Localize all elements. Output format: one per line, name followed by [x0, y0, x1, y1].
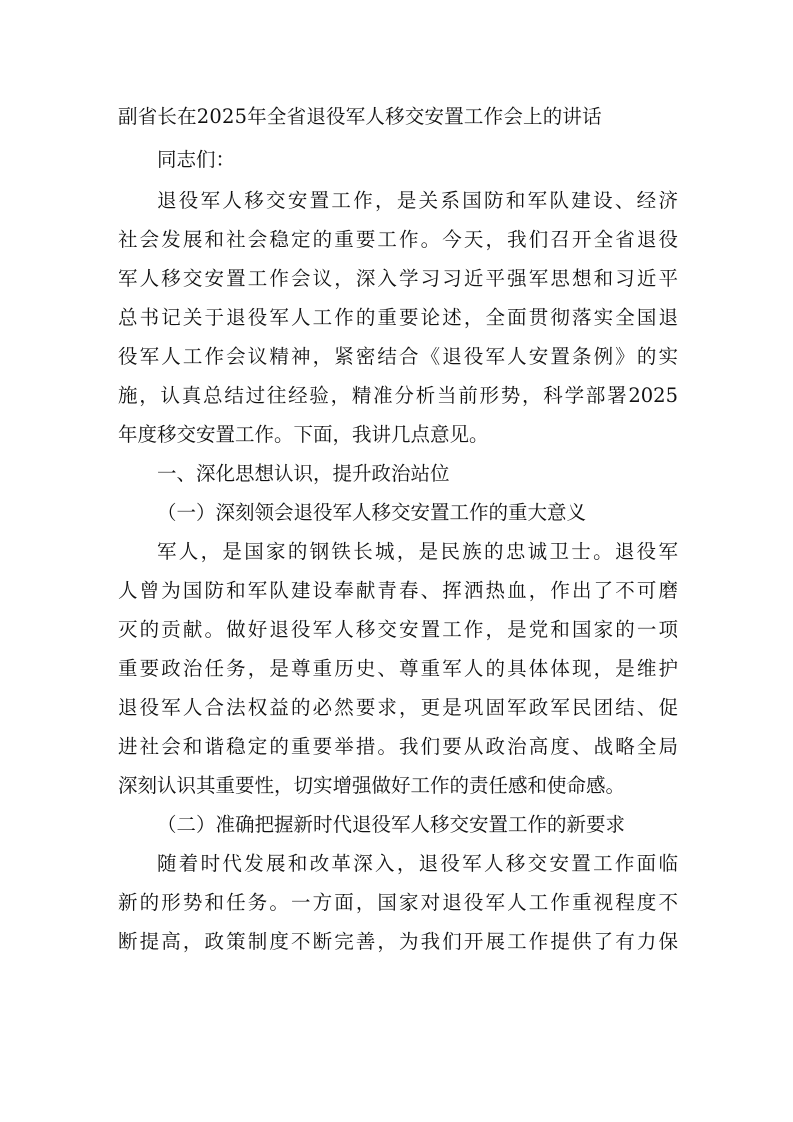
subsection-heading: （二）准确把握新时代退役军人移交安置工作的新要求: [157, 813, 626, 836]
paragraph-line: 总书记关于退役军人工作的重要论述，全面贯彻落实全国退: [118, 306, 678, 329]
paragraph-line: 进社会和谐稳定的重要举措。我们要从政治高度、战略全局: [118, 735, 678, 758]
paragraph-line: 军人移交安置工作会议，深入学习习近平强军思想和习近平: [118, 267, 678, 290]
document-title: 副省长在2025年全省退役军人移交安置工作会上的讲话: [118, 105, 602, 128]
paragraph-line: 役军人工作会议精神，紧密结合《退役军人安置条例》的实: [118, 345, 678, 368]
paragraph-line: 重要政治任务，是尊重历史、尊重军人的具体体现，是维护: [118, 657, 678, 680]
paragraph-line: 退役军人合法权益的必然要求，更是巩固军政军民团结、促: [118, 696, 678, 719]
paragraph-line: 随着时代发展和改革深入，退役军人移交安置工作面临: [157, 852, 678, 875]
paragraph-line: 新的形势和任务。一方面，国家对退役军人工作重视程度不: [118, 891, 678, 914]
paragraph-line: 退役军人移交安置工作，是关系国防和军队建设、经济: [157, 189, 678, 212]
paragraph-line: 年度移交安置工作。下面，我讲几点意见。: [118, 423, 489, 446]
salutation: 同志们：: [157, 148, 236, 171]
paragraph-line: 灭的贡献。做好退役军人移交安置工作，是党和国家的一项: [118, 618, 678, 641]
paragraph-line: 军人，是国家的钢铁长城，是民族的忠诚卫士。退役军: [157, 540, 678, 563]
section-heading: 一、深化思想认识，提升政治站位: [157, 462, 450, 485]
subsection-heading: （一）深刻领会退役军人移交安置工作的重大意义: [157, 501, 587, 524]
paragraph-line: 施，认真总结过往经验，精准分析当前形势，科学部署2025: [118, 384, 678, 407]
paragraph-line: 深刻认识其重要性，切实增强做好工作的责任感和使命感。: [118, 774, 626, 797]
paragraph-line: 社会发展和社会稳定的重要工作。今天，我们召开全省退役: [118, 228, 678, 251]
paragraph-line: 断提高，政策制度不断完善，为我们开展工作提供了有力保: [118, 930, 678, 953]
paragraph-line: 人曾为国防和军队建设奉献青春、挥洒热血，作出了不可磨: [118, 579, 678, 602]
